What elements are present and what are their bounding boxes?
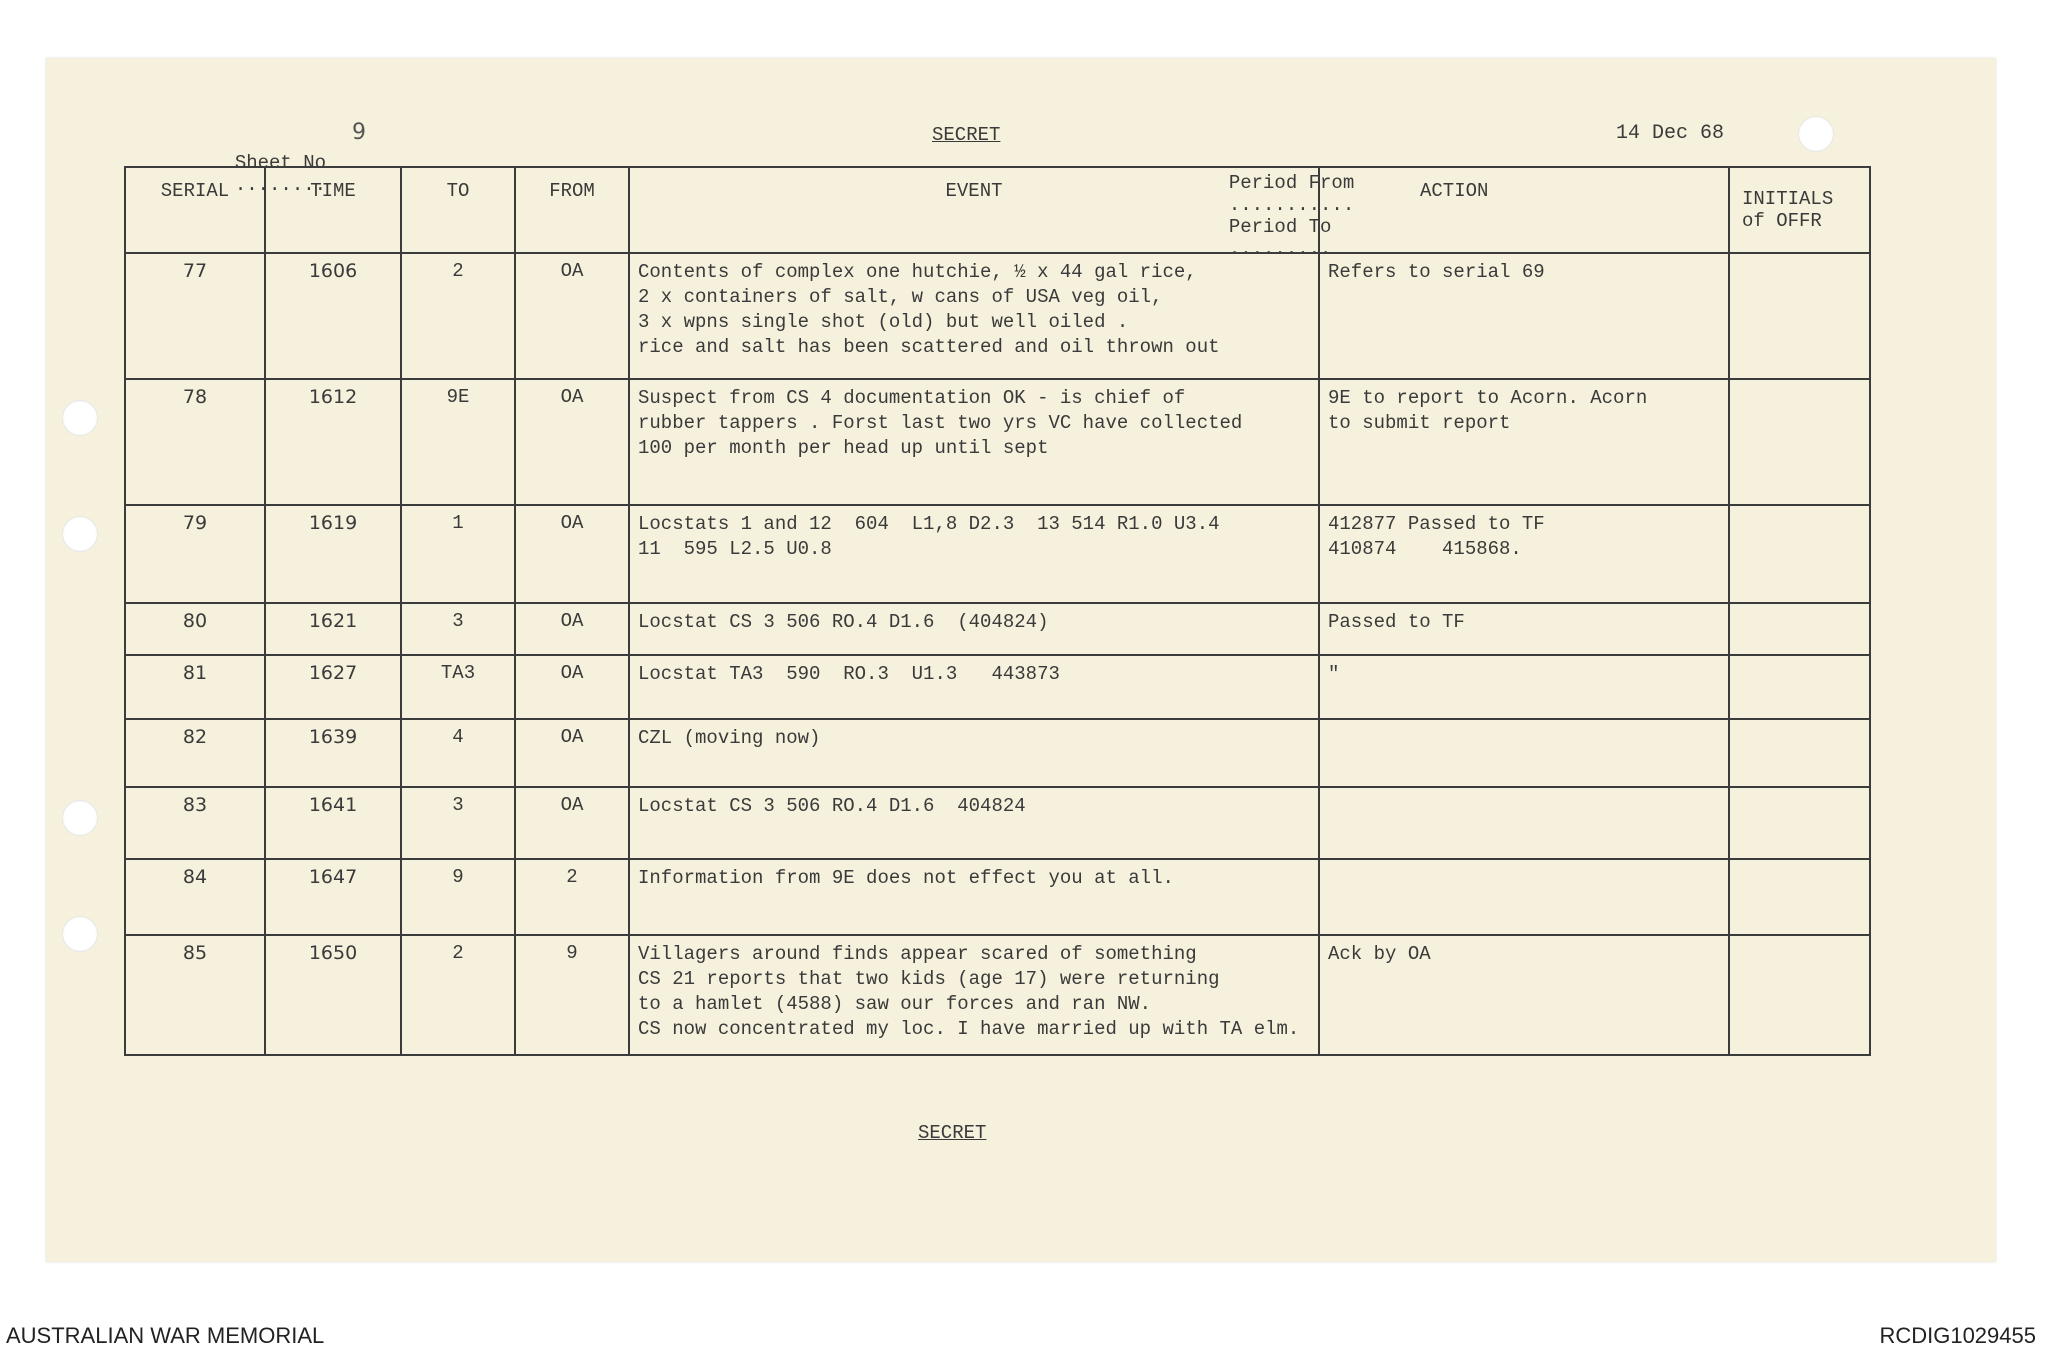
column-header-serial: SERIAL [125,167,265,253]
action-cell: Passed to TF [1319,603,1729,655]
classification-footer: SECRET [918,1122,987,1144]
initials-cell [1729,719,1870,787]
time-cell: 1619 [265,505,401,603]
sheet-number: 9 [352,120,366,145]
to-cell: TA3 [401,655,515,719]
action-cell: Ack by OA [1319,935,1729,1055]
punch-hole [1798,116,1834,152]
time-cell: 1606 [265,253,401,379]
action-cell: 412877 Passed to TF 410874 415868. [1319,505,1729,603]
initials-cell [1729,379,1870,505]
event-cell: Locstat CS 3 506 RO.4 D1.6 (404824) [629,603,1319,655]
event-cell: Villagers around finds appear scared of something CS 21 reports that two kids (age 17) were returning to a hamlet (4588) saw our forces and ran NW. CS now concentrated my loc. I have married up with TA elm. [629,935,1319,1055]
sheet-label: Sheet No ........ [234,152,327,196]
action-cell: Refers to serial 69 [1319,253,1729,379]
time-cell: 1650 [265,935,401,1055]
event-cell: Information from 9E does not effect you at all. [629,859,1319,935]
table-row [125,859,1870,935]
column-header-time: TIME [265,167,401,253]
period-from-dots: ........... [1228,194,1355,216]
action-cell [1319,719,1729,787]
to-cell: 9E [401,379,515,505]
from-cell: OA [515,379,629,505]
serial-cell: 81 [125,655,265,719]
serial-cell: 77 [125,253,265,379]
to-cell: 4 [401,719,515,787]
to-cell: 9 [401,859,515,935]
to-cell: 1 [401,505,515,603]
serial-cell: 82 [125,719,265,787]
table-row [125,253,1870,379]
from-cell: OA [515,719,629,787]
from-cell: OA [515,253,629,379]
initials-cell [1729,787,1870,859]
initials-cell [1729,935,1870,1055]
punch-hole [62,516,98,552]
action-cell [1319,859,1729,935]
time-cell: 1641 [265,787,401,859]
from-cell: OA [515,603,629,655]
column-header-event: EVENT [629,167,1319,253]
time-cell: 1639 [265,719,401,787]
event-cell: Locstat TA3 590 RO.3 U1.3 443873 [629,655,1319,719]
event-cell: Contents of complex one hutchie, ½ x 44 gal rice, 2 x containers of salt, w cans of USA veg oil, 3 x wpns single shot (old) but well oiled . rice and salt has been scattered and oil thrown out [629,253,1319,379]
log-date: 14 Dec 68 [1616,122,1725,145]
column-header-action: ACTION [1319,167,1729,253]
punch-hole [62,800,98,836]
table-row [125,379,1870,505]
column-header-to: TO [401,167,515,253]
time-cell: 1627 [265,655,401,719]
to-cell: 3 [401,603,515,655]
punch-hole [62,916,98,952]
archive-credit: AUSTRALIAN WAR MEMORIAL [6,1323,325,1348]
to-cell: 2 [401,253,515,379]
from-cell: OA [515,655,629,719]
time-cell: 1621 [265,603,401,655]
serial-cell: 83 [125,787,265,859]
punch-hole [62,400,98,436]
action-cell: " [1319,655,1729,719]
table-row [125,787,1870,859]
table-header-row [125,167,1870,253]
table-row [125,719,1870,787]
table-row [125,505,1870,603]
serial-cell: 78 [125,379,265,505]
from-cell: OA [515,505,629,603]
initials-cell [1729,859,1870,935]
from-cell: 9 [515,935,629,1055]
serial-cell: 79 [125,505,265,603]
action-cell: 9E to report to Acorn. Acorn to submit report [1319,379,1729,505]
table-row [125,935,1870,1055]
from-cell: OA [515,787,629,859]
sheet-dots: ........ [234,174,327,196]
initials-cell [1729,655,1870,719]
initials-cell [1729,253,1870,379]
table-row [125,655,1870,719]
time-cell: 1612 [265,379,401,505]
column-header-from: FROM [515,167,629,253]
column-header-initials: INITIALS of OFFR [1729,167,1870,253]
event-cell: Locstats 1 and 12 604 L1,8 D2.3 13 514 R1.0 U3.4 11 595 L2.5 U0.8 [629,505,1319,603]
period-to-dots: ......... [1228,238,1332,260]
serial-cell: 85 [125,935,265,1055]
initials-cell [1729,505,1870,603]
event-cell: Locstat CS 3 506 RO.4 D1.6 404824 [629,787,1319,859]
from-cell: 2 [515,859,629,935]
serial-cell: 84 [125,859,265,935]
archive-reference: RCDIG1029455 [1879,1323,2036,1348]
to-cell: 3 [401,787,515,859]
classification-header: SECRET [932,124,1001,146]
period-from-label: Period From [1228,172,1355,194]
action-cell [1319,787,1729,859]
serial-cell: 80 [125,603,265,655]
time-cell: 1647 [265,859,401,935]
log-table [124,166,1871,1056]
event-cell: CZL (moving now) [629,719,1319,787]
event-cell: Suspect from CS 4 documentation OK - is chief of rubber tappers . Forst last two yrs VC have collected 100 per month per head up until sept [629,379,1319,505]
table-row [125,603,1870,655]
to-cell: 2 [401,935,515,1055]
initials-cell [1729,603,1870,655]
period-to-label: Period To [1228,216,1332,238]
